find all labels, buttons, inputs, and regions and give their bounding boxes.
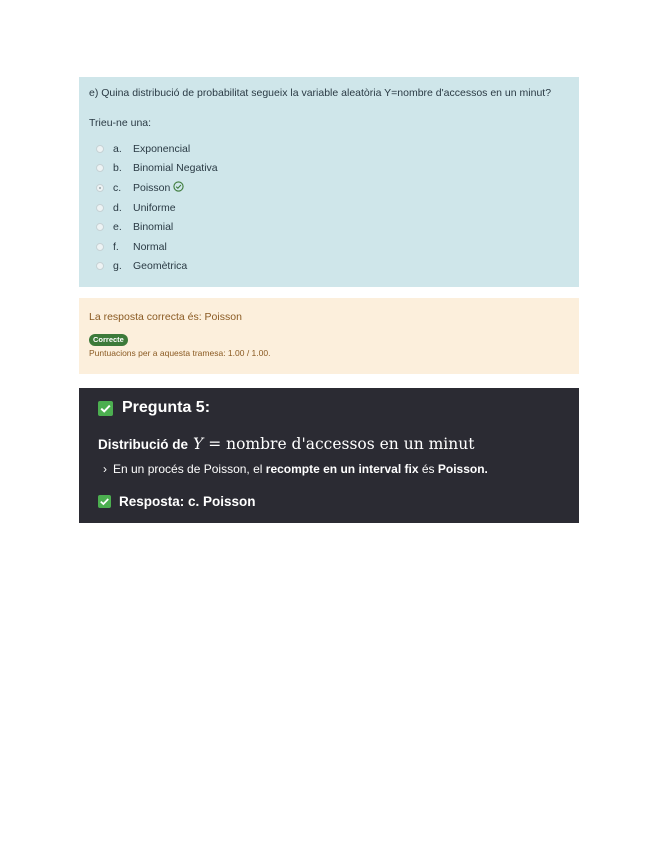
option-b[interactable]: [89, 159, 569, 179]
option-letter: c.: [113, 181, 122, 194]
option-e[interactable]: [89, 217, 569, 237]
option-f[interactable]: [89, 237, 569, 257]
option-label: Binomial Negativa: [133, 162, 218, 175]
bullet-text-2: és: [421, 461, 435, 476]
radio-g[interactable]: [96, 262, 104, 270]
option-d[interactable]: [89, 198, 569, 218]
bullet-bold-2: Poisson.: [437, 461, 488, 476]
explanation-heading: [98, 398, 579, 418]
answer-text: Resposta: c. Poisson: [119, 494, 256, 509]
option-g[interactable]: [89, 257, 569, 277]
heading-text: Pregunta 5:: [122, 399, 211, 416]
formula-prefix: Distribució de: [98, 437, 189, 452]
option-label: Exponencial: [133, 142, 191, 155]
options-list: [89, 139, 569, 276]
option-letter: a.: [113, 142, 122, 155]
formula-variable: Y: [193, 435, 204, 453]
option-label: Geomètrica: [133, 260, 188, 273]
question-panel: [79, 77, 579, 287]
option-label: Uniforme: [133, 201, 176, 214]
formula-math: [193, 435, 474, 453]
correct-answer-text: La resposta correcta és: Poisson: [89, 311, 242, 323]
option-label: Poisson: [133, 181, 171, 194]
option-a[interactable]: [89, 139, 569, 159]
option-c[interactable]: [89, 178, 569, 198]
radio-e[interactable]: [96, 223, 104, 231]
formula-expression: = nombre d'accessos en un minut: [208, 435, 475, 453]
checkbox-check-icon: [98, 401, 113, 416]
question-prompt: Trieu-ne una:: [89, 117, 152, 129]
bullet-bold-1: recompte en un interval fix: [265, 461, 419, 476]
option-letter: f.: [113, 240, 119, 253]
radio-d[interactable]: [96, 204, 104, 212]
feedback-panel: [79, 298, 579, 374]
radio-f[interactable]: [96, 243, 104, 251]
correct-check-icon: [173, 181, 184, 195]
option-letter: g.: [113, 260, 122, 273]
bullet-text-1: En un procés de Poisson, el: [113, 461, 263, 476]
score-text: Puntuacions per a aquesta tramesa: 1.00 / 1.00.: [89, 348, 271, 358]
option-label: Binomial: [133, 221, 174, 234]
radio-a[interactable]: [96, 145, 104, 153]
explanation-panel: [79, 388, 579, 523]
radio-c[interactable]: [96, 184, 104, 192]
option-letter: e.: [113, 221, 122, 234]
question-text: e) Quina distribució de probabilitat segueix la variable aleatòria Y=nombre d'accessos en un minut?: [89, 87, 552, 99]
option-label: Normal: [133, 240, 167, 253]
status-badge: Correcte: [89, 334, 128, 346]
checkbox-check-icon: [98, 495, 111, 508]
option-letter: b.: [113, 162, 122, 175]
answer-line: [98, 493, 579, 510]
option-letter: d.: [113, 201, 122, 214]
radio-b[interactable]: [96, 164, 104, 172]
explanation-bullet: [98, 460, 579, 477]
chevron-right-icon: ›: [103, 461, 107, 476]
formula-line: [98, 435, 579, 453]
